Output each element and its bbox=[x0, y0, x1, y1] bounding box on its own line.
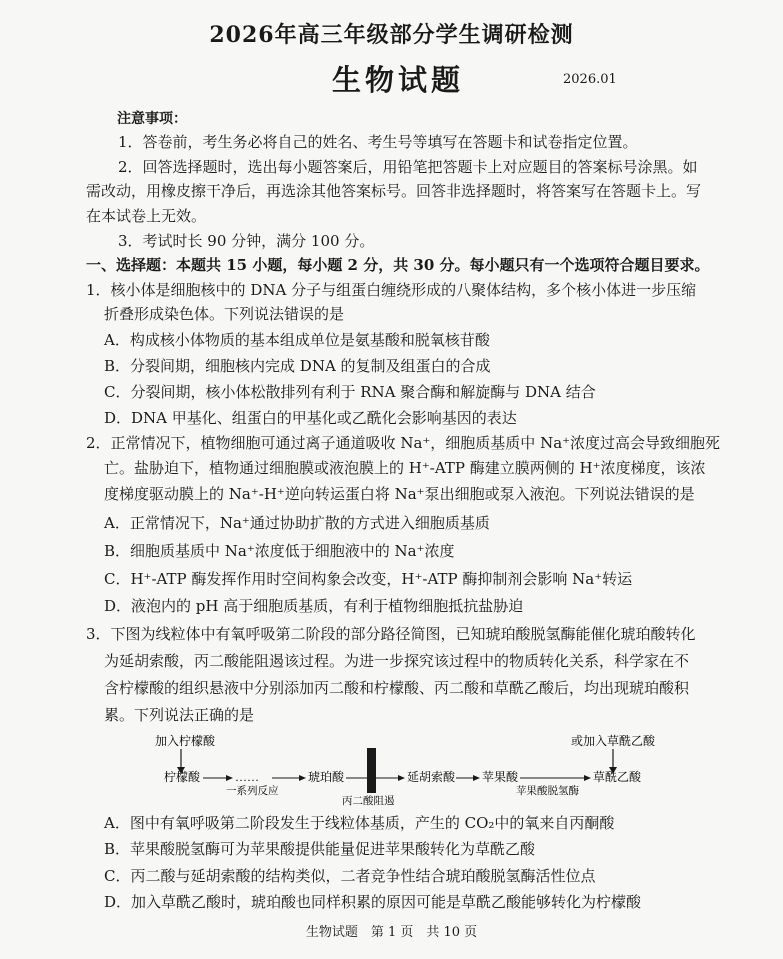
q2-option-a: A．正常情况下，Na⁺通过协助扩散的方式进入细胞质基质 bbox=[104, 514, 490, 532]
q3-stem-line-1: 3．下图为线粒体中有氧呼吸第二阶段的部分路径简图，已知琥珀酸脱氢酶能催化琥珀酸转化 bbox=[86, 625, 696, 643]
q2-option-c: C．H⁺-ATP 酶发挥作用时空间构象会改变，H⁺-ATP 酶抑制剂会影响 Na⁺转运 bbox=[104, 570, 633, 588]
q1-option-c: C．分裂间期，核小体松散排列有利于 RNA 聚合酶和解旋酶与 DNA 结合 bbox=[104, 383, 596, 401]
exam-date: 2026.01 bbox=[563, 72, 617, 87]
q2-stem-line-3: 度梯度驱动膜上的 Na⁺-H⁺逆向转运蛋白将 Na⁺泵出细胞或泵入液泡。下列说法错误的是 bbox=[104, 485, 695, 503]
dots-node: …… bbox=[235, 770, 259, 784]
succinate-node: 琥珀酸 bbox=[308, 770, 345, 784]
fumarate-node: 延胡索酸 bbox=[407, 770, 456, 784]
reactions-label: 一系列反应 bbox=[226, 786, 279, 797]
section-heading: 一、选择题：本题共 15 小题，每小题 2 分，共 30 分。每小题只有一个选项符合题目要求。 bbox=[86, 256, 710, 274]
q1-option-b: B．分裂间期，细胞核内完成 DNA 的复制及组蛋白的合成 bbox=[104, 357, 491, 375]
malate-node: 苹果酸 bbox=[482, 770, 519, 784]
notice-item-2-line-2: 需改动，用橡皮擦干净后，再选涂其他答案标号。回答非选择题时，将答案写在答题卡上。写 bbox=[86, 182, 702, 200]
oxaloacetate-node: 草酰乙酸 bbox=[593, 770, 642, 784]
q1-option-a: A．构成核小体物质的基本组成单位是氨基酸和脱氧核苷酸 bbox=[104, 331, 490, 349]
q2-stem-line-2: 亡。盐胁迫下，植物通过细胞膜或液泡膜上的 H⁺-ATP 酶建立膜两侧的 H⁺浓度梯度，该浓 bbox=[104, 459, 706, 477]
malate-dh-label: 苹果酸脱氢酶 bbox=[516, 786, 579, 797]
q3-option-d: D．加入草酰乙酸时，琥珀酸也同样积累的原因可能是草酰乙酸能够转化为柠檬酸 bbox=[104, 893, 642, 911]
q3-option-a: A．图中有氧呼吸第二阶段发生于线粒体基质，产生的 CO₂中的氧来自丙酮酸 bbox=[104, 814, 615, 832]
malonate-block-bar bbox=[367, 748, 376, 793]
notice-item-2-line-1: 2．回答选择题时，选出每小题答案后，用铅笔把答题卡上对应题目的答案标号涂黑。如 bbox=[118, 158, 698, 176]
q1-stem-line-1: 1．核小体是细胞核中的 DNA 分子与组蛋白缠绕形成的八聚体结构，多个核小体进一步压缩 bbox=[86, 281, 697, 299]
q2-stem-line-1: 2．正常情况下，植物细胞可通过离子通道吸收 Na⁺，细胞质基质中 Na⁺浓度过高会导致细胞死 bbox=[86, 434, 721, 452]
q3-option-b: B．苹果酸脱氢酶可为苹果酸提供能量促进苹果酸转化为草酰乙酸 bbox=[104, 840, 536, 858]
subject-title: 生物试题 bbox=[332, 63, 465, 97]
q3-option-c: C．丙二酸与延胡索酸的结构类似，二者竞争性结合琥珀酸脱氢酶活性位点 bbox=[104, 867, 596, 885]
citrate-node: 柠檬酸 bbox=[164, 770, 201, 784]
q2-option-d: D．液泡内的 pH 高于细胞质基质，有利于植物细胞抵抗盐胁迫 bbox=[104, 597, 524, 615]
q3-stem-line-2: 为延胡索酸，丙二酸能阻遏该过程。为进一步探究该过程中的物质转化关系，科学家在不 bbox=[104, 652, 690, 670]
q1-option-d: D．DNA 甲基化、组蛋白的甲基化或乙酰化会影响基因的表达 bbox=[104, 409, 517, 427]
q3-stem-line-4: 累。下列说法正确的是 bbox=[104, 706, 255, 724]
malonate-block-label: 丙二酸阻遏 bbox=[342, 796, 395, 807]
page-footer: 生物试题 第 1 页 共 10 页 bbox=[305, 925, 478, 940]
notice-item-3: 3．考试时长 90 分钟，满分 100 分。 bbox=[118, 232, 375, 250]
exam-title: 2026年高三年级部分学生调研检测 bbox=[209, 22, 574, 48]
pathway-diagram bbox=[0, 728, 783, 808]
notice-item-1: 1．答卷前，考生务必将自己的姓名、考生号等填写在答题卡和试卷指定位置。 bbox=[118, 133, 638, 151]
q2-option-b: B．细胞质基质中 Na⁺浓度低于细胞液中的 Na⁺浓度 bbox=[104, 542, 455, 560]
add-oxaloacetate-label: 或加入草酰乙酸 bbox=[571, 734, 656, 748]
add-citrate-label: 加入柠檬酸 bbox=[155, 734, 216, 748]
q3-stem-line-3: 含柠檬酸的组织悬液中分别添加丙二酸和柠檬酸、丙二酸和草酰乙酸后，均出现琥珀酸积 bbox=[104, 679, 690, 697]
notice-item-2-line-3: 在本试卷上无效。 bbox=[86, 207, 207, 225]
q1-stem-line-2: 折叠形成染色体。下列说法错误的是 bbox=[104, 305, 345, 323]
notice-heading: 注意事项： bbox=[117, 111, 187, 127]
